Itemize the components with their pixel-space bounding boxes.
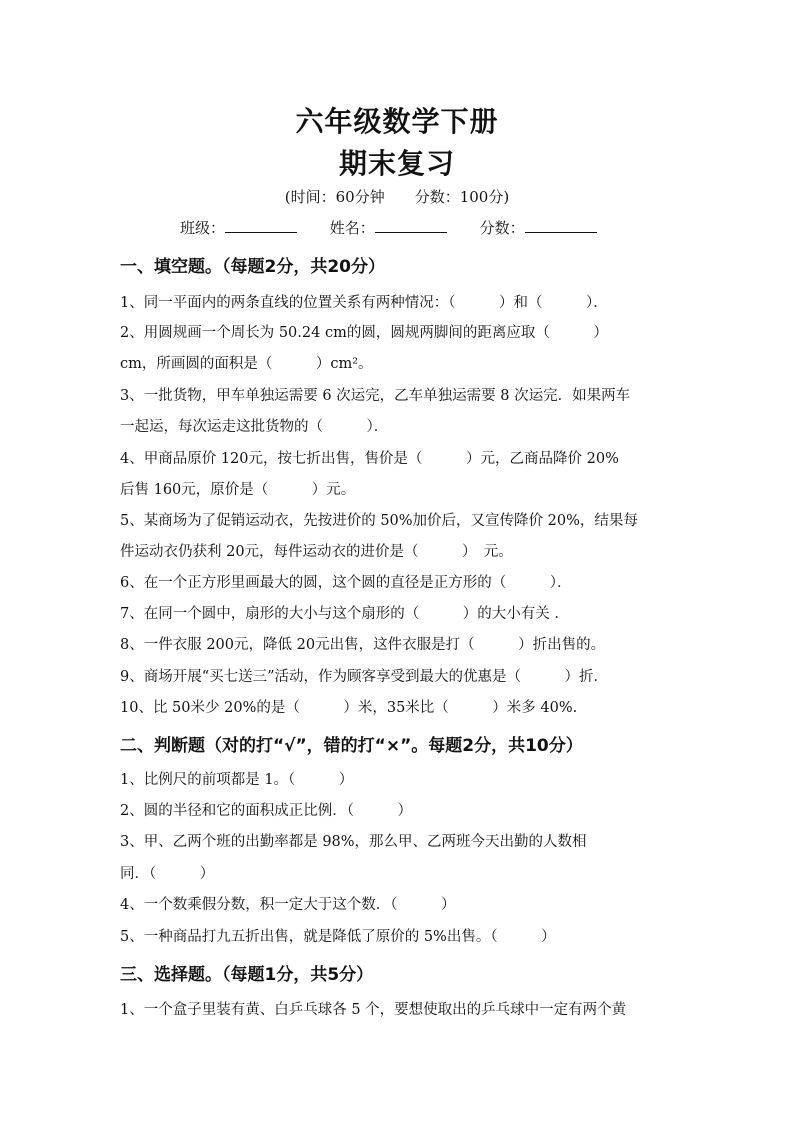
question-line: 1、一个盒子里装有黄、白乒乓球各 5 个，要想使取出的乒乓球中一定有两个黄 xyxy=(120,1002,627,1018)
question-line: 5、一种商品打九五折出售，就是降低了原价的 5%出售。（ ） xyxy=(120,929,556,945)
score-field xyxy=(480,217,597,238)
exam-subtitle: 期末复习 xyxy=(338,147,455,180)
question-line: 7、在同一个圆中，扇形的大小与这个扇形的（ ）的大小有关 ． xyxy=(120,606,569,622)
question-line: 3、一批货物，甲车单独运需要 6 次运完，乙车单独运需要 8 次运完．如果两车 xyxy=(120,388,631,404)
question-line: 后售 160元，原价是（ ）元。 xyxy=(120,482,356,498)
question-line: 2、用圆规画一个周长为 50.24 cm的圆，圆规两脚间的距离应取（ ） xyxy=(120,325,608,341)
time-score-info xyxy=(0,186,794,207)
question-line: 8、一件衣服 200元，降低 20元出售，这件衣服是打（ ）折出售的。 xyxy=(120,637,606,653)
question-line: 1、比例尺的前项都是 1。（ ） xyxy=(120,772,354,788)
question-line: 4、甲商品原价 120元，按七折出售，售价是（ ）元，乙商品降价 20% xyxy=(120,451,619,467)
name-field xyxy=(330,217,447,238)
student-info-row xyxy=(180,217,625,238)
question-line: 一起运，每次运走这批货物的（ ）． xyxy=(120,419,389,435)
question-line: 4、一个数乘假分数，积一定大于这个数．（ ） xyxy=(120,897,456,913)
time-info: (时间：60分钟 分数：100分) xyxy=(284,188,510,206)
class-blank[interactable] xyxy=(225,218,297,233)
exam-title: 六年级数学下册 xyxy=(295,105,499,138)
section-title-fill-blank: 一、填空题。（每题2分，共20分） xyxy=(120,257,385,277)
question-line: cm，所画圆的面积是（ ）cm²。 xyxy=(120,356,373,372)
name-blank[interactable] xyxy=(375,218,447,233)
score-label: 分数： xyxy=(479,219,525,237)
question-line: 5、某商场为了促销运动衣，先按进价的 50%加价后，又宣传降价 20%，结果每 xyxy=(120,513,638,529)
score-blank[interactable] xyxy=(525,218,597,233)
name-label: 姓名： xyxy=(329,219,375,237)
class-field xyxy=(180,217,297,238)
section-title-true-false: 二、判断题（对的打“√”，错的打“×”。每题2分，共10分） xyxy=(120,736,583,756)
question-line: 同．（ ） xyxy=(120,866,215,882)
question-line: 1、同一平面内的两条直线的位置关系有两种情况：（ ）和（ ）． xyxy=(120,295,608,311)
question-line: 6、在一个正方形里画最大的圆，这个圆的直径是正方形的（ ）． xyxy=(120,575,572,591)
question-line: 件运动衣仍获利 20元，每件运动衣的进价是（ ） 元。 xyxy=(120,544,513,560)
section-title-multiple-choice: 三、选择题。（每题1分，共5分） xyxy=(120,965,374,985)
question-line: 3、甲、乙两个班的出勤率都是 98%，那么甲、乙两班今天出勤的人数相 xyxy=(120,834,587,850)
question-line: 2、圆的半径和它的面积成正比例．（ ） xyxy=(120,803,412,819)
question-line: 10、比 50米少 20%的是（ ）米，35米比（ ）米多 40%. xyxy=(120,700,578,716)
question-line: 9、商场开展“买七送三”活动，作为顾客享受到最大的优惠是（ ）折． xyxy=(120,669,609,685)
class-label: 班级： xyxy=(180,219,226,237)
